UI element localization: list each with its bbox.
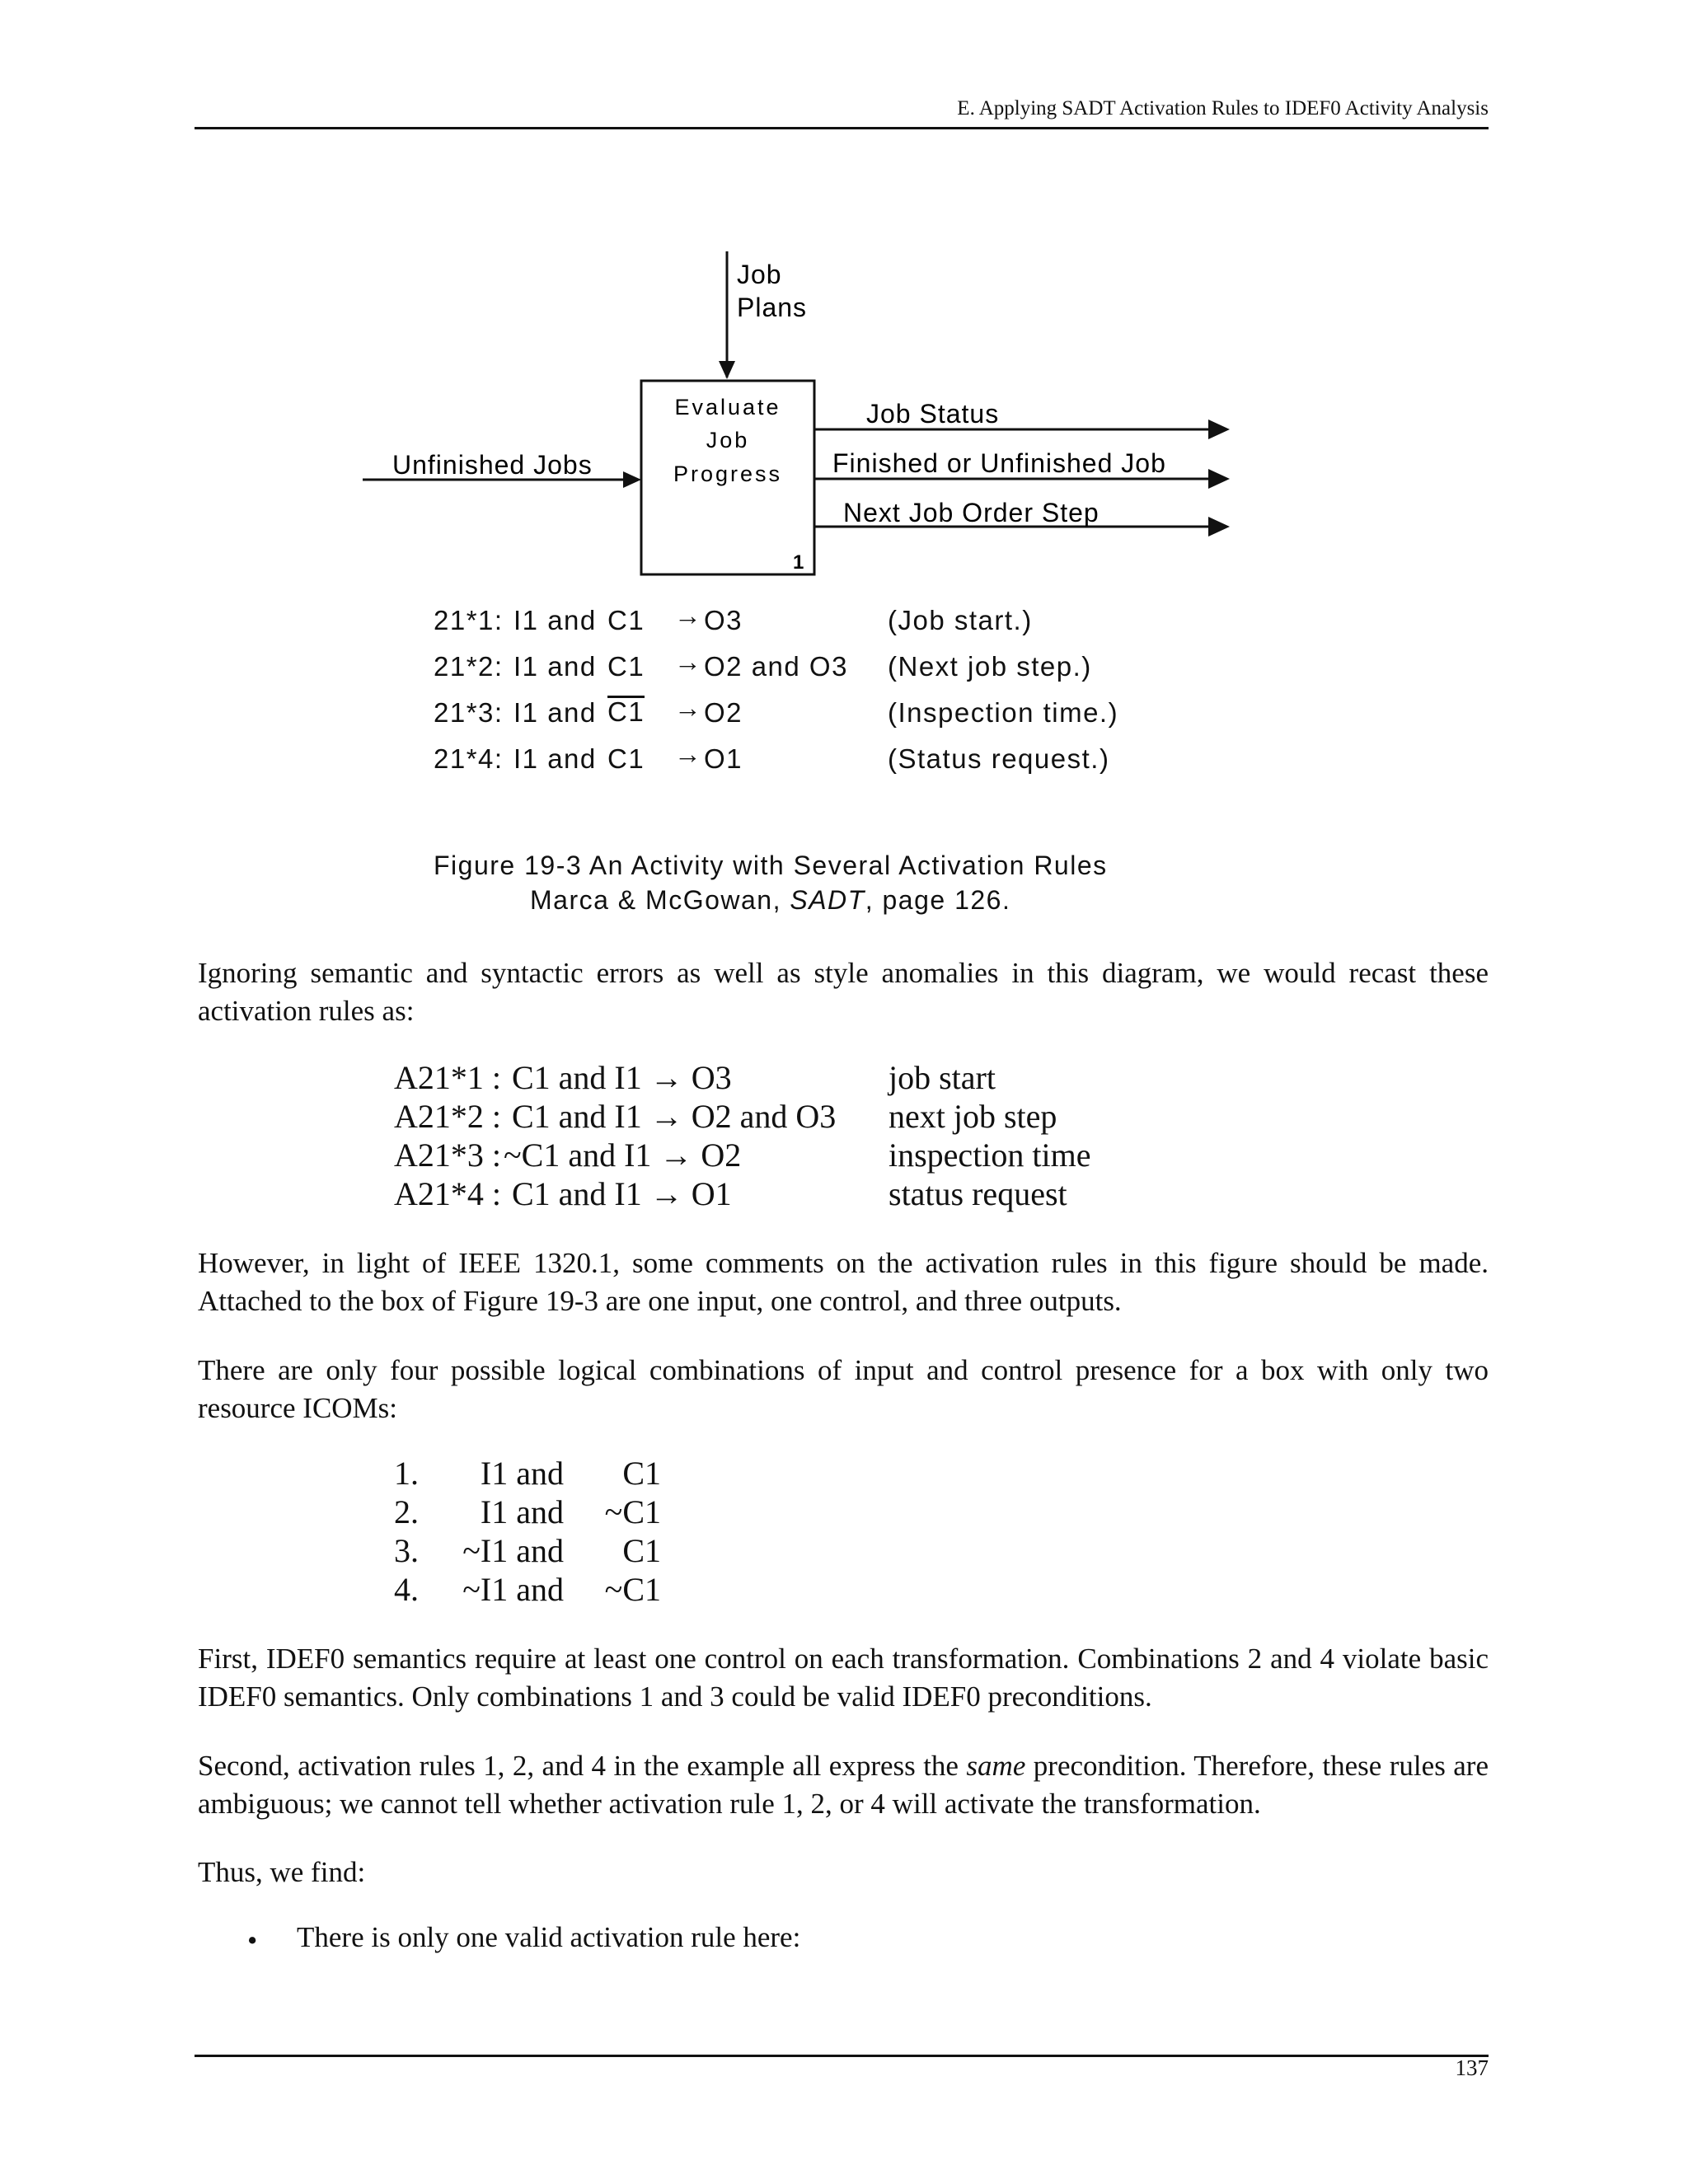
rule-post: O3 — [704, 605, 743, 635]
rule-id: A21*2 : — [394, 1098, 501, 1135]
rule-post: O2 — [704, 697, 743, 728]
rule-id: 21*1: — [434, 605, 504, 635]
input-arrowhead — [623, 471, 641, 488]
rule-post: O2 and O3 — [704, 651, 848, 682]
caption-book-title: SADT — [790, 885, 865, 915]
rule-id: A21*4 : — [394, 1175, 501, 1212]
rule-note: (Next job step.) — [888, 651, 1092, 682]
rule-note: (Job start.) — [888, 605, 1033, 635]
rule-arrow: → — [674, 692, 703, 723]
control-label-job: Job — [737, 260, 782, 289]
rule-pre-b: C1 — [607, 651, 645, 682]
rule-arrow: → — [674, 646, 703, 677]
rule-pre-a: I1 and — [513, 697, 597, 728]
combo-input: ~I1 and — [462, 1532, 564, 1569]
rule-id: 21*2: — [434, 651, 504, 682]
rule-id: 21*3: — [434, 697, 504, 728]
paragraph-5-end: precondition. Therefore, these rules are ambiguous; we cannot tell whether activation rule 1, 2, or 4 will activate the transformation. — [198, 1750, 1489, 1820]
paragraph-6: Thus, we find: — [198, 1856, 366, 1888]
rule-id: A21*3 : — [394, 1137, 501, 1174]
rule-note: (Status request.) — [888, 743, 1110, 774]
box-label-job: Job — [706, 428, 750, 452]
emphasis-same: same — [966, 1750, 1026, 1782]
figure-caption-line1: Figure 19-3 An Activity with Several Activation Rules — [434, 851, 1108, 880]
output-arrowhead-2 — [1208, 469, 1230, 489]
output-arrowhead-1 — [1208, 419, 1230, 439]
combo-input: I1 and — [480, 1455, 564, 1492]
bullet-icon: • — [247, 1924, 258, 1957]
paragraph-1: Ignoring semantic and syntactic errors as well as style anomalies in this diagram, we would recast these activation rules as: — [198, 957, 1489, 1027]
combo-input: I1 and — [480, 1493, 564, 1530]
combo-control: ~C1 — [604, 1571, 661, 1608]
control-label-plans: Plans — [737, 293, 808, 322]
rule-pre-b: C1 — [607, 743, 645, 774]
rule-arrow: → — [674, 738, 703, 769]
rule-desc: inspection time — [889, 1137, 1091, 1174]
page-number: 137 — [1455, 2055, 1489, 2080]
caption-authors: Marca & McGowan, — [530, 885, 790, 915]
figure-caption-line2 — [530, 885, 1010, 916]
output-label-2: Finished or Unfinished Job — [832, 448, 1166, 478]
rule-desc: next job step — [889, 1098, 1057, 1135]
output-label-1: Job Status — [866, 399, 1000, 429]
box-label-progress: Progress — [673, 462, 783, 486]
rule-desc: status request — [889, 1175, 1067, 1212]
rule-pre-b: C1 — [607, 605, 645, 635]
rule-expr: C1 and I1 → O2 and O3 — [504, 1098, 837, 1135]
box-label-evaluate: Evaluate — [674, 395, 781, 419]
rule-desc: job start — [889, 1059, 996, 1096]
rule-post: O1 — [704, 743, 743, 774]
paragraph-2: However, in light of IEEE 1320.1, some comments on the activation rules in this figure should be made. Attached to the box of Figure 19-3 are one input, one control, and three outputs. — [198, 1247, 1489, 1317]
running-header: E. Applying SADT Activation Rules to IDEF0 Activity Analysis — [957, 97, 1489, 120]
rule-expr: C1 and I1 → O1 — [504, 1175, 732, 1212]
rule-pre-a: I1 and — [513, 743, 597, 774]
combo-input: ~I1 and — [462, 1571, 564, 1608]
box-number: 1 — [793, 551, 804, 574]
combo-control: ~C1 — [604, 1493, 661, 1530]
rule-pre-a: I1 and — [513, 605, 597, 635]
combo-number: 1. — [394, 1455, 419, 1492]
rule-note: (Inspection time.) — [888, 697, 1119, 728]
paragraph-4: First, IDEF0 semantics require at least one control on each transformation. Combinations 2 and 4 violate basic IDEF0 semantics. Only combinations 1 and 3 could be valid IDEF0 preconditions. — [198, 1643, 1489, 1713]
rule-pre-b-negated: C1 — [607, 696, 645, 727]
control-arrowhead — [719, 361, 735, 379]
caption-page: , page 126. — [865, 885, 1011, 915]
rule-expr: ~C1 and I1 → O2 — [504, 1137, 742, 1174]
combo-number: 4. — [394, 1571, 419, 1608]
rule-pre-a: I1 and — [513, 651, 597, 682]
combo-control: C1 — [622, 1532, 661, 1569]
paragraph-5 — [198, 1747, 1489, 1823]
output-arrowhead-3 — [1208, 517, 1230, 537]
rule-id: 21*4: — [434, 743, 504, 774]
combo-number: 3. — [394, 1532, 419, 1569]
paragraph-3: There are only four possible logical combinations of input and control presence for a box with only two resource ICOMs: — [198, 1354, 1489, 1424]
combo-control: C1 — [622, 1455, 661, 1492]
input-label: Unfinished Jobs — [392, 450, 593, 480]
rule-expr: C1 and I1 → O3 — [504, 1059, 732, 1096]
rule-id: A21*1 : — [394, 1059, 501, 1096]
paragraph-5-start: Second, activation rules 1, 2, and 4 in the example all express the — [198, 1750, 967, 1782]
idef0-diagram — [0, 0, 1688, 626]
combo-number: 2. — [394, 1493, 419, 1530]
rule-arrow: → — [674, 600, 703, 630]
output-label-3: Next Job Order Step — [843, 498, 1100, 527]
bullet-item: There is only one valid activation rule here: — [297, 1921, 801, 1953]
